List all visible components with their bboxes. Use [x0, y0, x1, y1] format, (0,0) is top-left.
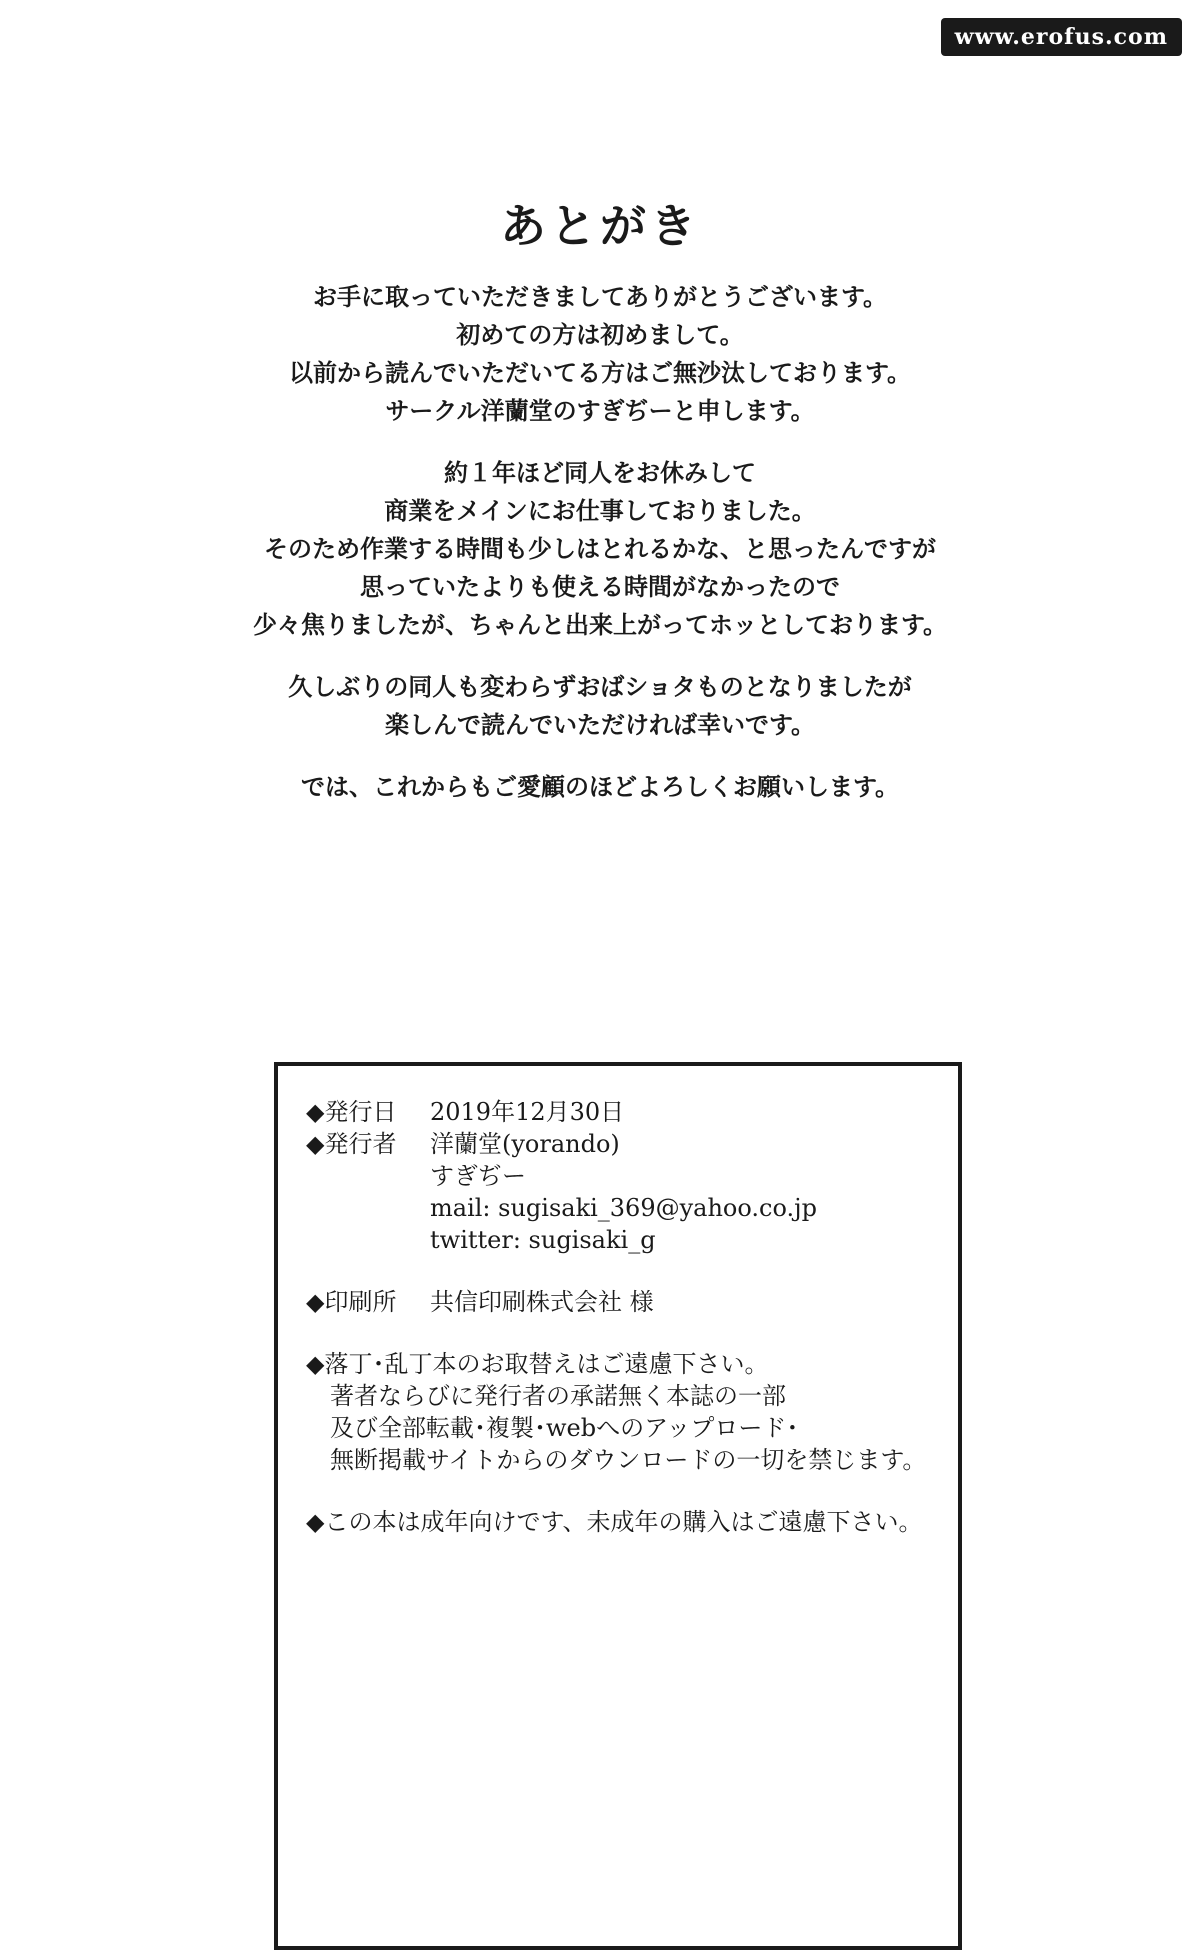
- adult-notice-line: ◆この本は成年向けです、未成年の購入はご遠慮下さい。: [306, 1508, 923, 1536]
- afterword-line: そのため作業する時間も少しはとれるかな、と思ったんですが: [264, 535, 936, 563]
- spacer: [306, 1256, 958, 1286]
- site-watermark: www.erofus.com: [941, 18, 1182, 56]
- publisher-label: ◆発行者: [306, 1130, 397, 1158]
- afterword-line: サークル洋蘭堂のすぎぢーと申します。: [385, 397, 815, 425]
- afterword-line: 初めての方は初めまして。: [456, 321, 744, 349]
- copyright-notice: [306, 1348, 958, 1476]
- printer-label: ◆印刷所: [306, 1288, 397, 1316]
- issue-date-value: 2019年12月30日: [430, 1098, 625, 1126]
- afterword-text: [0, 278, 1200, 830]
- afterword-line: では、これからもご愛顧のほどよろしくお願いします。: [300, 773, 900, 801]
- spacer: [306, 1318, 958, 1348]
- page-title: あとがき: [500, 199, 700, 253]
- afterword-paragraph: [0, 768, 1200, 806]
- notice-line: 無断掲載サイトからのダウンロードの一切を禁じます。: [330, 1446, 927, 1474]
- author-name: すぎぢー: [430, 1162, 526, 1190]
- printer-name: 共信印刷株式会社 様: [430, 1288, 654, 1316]
- afterword-line: 以前から読んでいただいてる方はご無沙汰しております。: [288, 359, 912, 387]
- afterword-line: 少々焦りましたが、ちゃんと出来上がってホッとしております。: [252, 611, 948, 639]
- afterword-line: 思っていたよりも使える時間がなかったので: [360, 573, 840, 601]
- afterword-paragraph: [0, 668, 1200, 744]
- publisher-row: [306, 1128, 958, 1160]
- notice-line: 著者ならびに発行者の承諾無く本誌の一部: [330, 1382, 786, 1410]
- afterword-line: 久しぶりの同人も変わらずおばショタものとなりましたが: [288, 673, 912, 701]
- author-twitter: twitter: sugisaki_g: [430, 1226, 656, 1254]
- publisher-name: 洋蘭堂(yorando): [430, 1130, 620, 1158]
- afterword-paragraph: [0, 454, 1200, 644]
- printer-row: [306, 1286, 958, 1318]
- spacer: [306, 1476, 958, 1506]
- afterword-line: 楽しんで読んでいただければ幸いです。: [384, 711, 816, 739]
- issue-date-row: [306, 1096, 958, 1128]
- afterword-paragraph: [0, 278, 1200, 430]
- afterword-line: 商業をメインにお仕事しておりました。: [384, 497, 816, 525]
- issue-date-label: ◆発行日: [306, 1098, 397, 1126]
- afterword-line: お手に取っていただきましてありがとうございます。: [312, 283, 888, 311]
- adult-notice: [306, 1506, 958, 1538]
- afterword-line: 約１年ほど同人をお休みして: [444, 459, 756, 487]
- notice-line: ◆落丁･乱丁本のお取替えはご遠慮下さい。: [306, 1350, 769, 1378]
- author-mail: mail: sugisaki_369@yahoo.co.jp: [430, 1194, 817, 1222]
- notice-line: 及び全部転載･複製･webへのアップロード･: [330, 1414, 799, 1442]
- colophon-box: [274, 1062, 962, 1950]
